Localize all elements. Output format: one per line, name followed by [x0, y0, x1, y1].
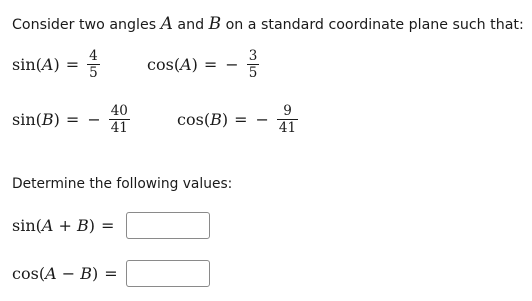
open-paren: (: [35, 55, 42, 74]
function-name: sin: [12, 55, 36, 74]
minus-sign: −: [87, 110, 101, 129]
denominator: 5: [248, 65, 258, 81]
function-name: sin: [12, 110, 36, 129]
open-paren: (: [173, 55, 181, 74]
close-paren: ): [191, 55, 198, 74]
function-name: cos: [12, 264, 39, 283]
equals-sign: =: [101, 216, 115, 235]
close-paren: ): [88, 216, 96, 235]
angle-b-symbol: B: [208, 14, 222, 34]
angle-a-symbol: A: [160, 14, 173, 34]
open-paren: (: [38, 264, 46, 283]
denominator: 41: [110, 120, 128, 136]
prompt-text: Determine the following values:: [12, 176, 233, 192]
minus-sign: −: [255, 110, 269, 129]
angle-expression: A + B: [41, 216, 89, 235]
intro-prefix: Consider two angles: [12, 17, 161, 33]
equals-sign: =: [104, 264, 118, 283]
given-cos-a: [147, 49, 259, 80]
numerator: 9: [283, 103, 292, 119]
given-sin-b: [12, 104, 130, 135]
fraction: [109, 104, 130, 135]
open-paren: (: [35, 216, 42, 235]
equals-sign: =: [65, 110, 80, 129]
fraction: [277, 104, 298, 135]
numerator: 3: [248, 48, 258, 64]
equals-sign: =: [203, 55, 218, 74]
open-paren: (: [35, 110, 42, 129]
given-cos-b: [177, 104, 298, 135]
minus-sign: −: [225, 55, 239, 74]
angle-variable: B: [41, 110, 54, 129]
question-sin-a-plus-b: [12, 216, 122, 235]
fraction: [247, 49, 260, 80]
denominator: 41: [278, 120, 297, 136]
equals-sign: =: [234, 110, 248, 129]
close-paren: ): [53, 110, 60, 129]
question-cos-a-minus-b: [12, 264, 126, 283]
angle-variable: A: [180, 55, 192, 74]
function-name: sin: [12, 216, 36, 235]
intro-conjunction: and: [172, 17, 209, 33]
fraction: [87, 49, 100, 80]
close-paren: ): [221, 110, 229, 129]
angle-expression: A − B: [45, 264, 92, 283]
given-sin-a: [12, 49, 100, 80]
close-paren: ): [91, 264, 99, 283]
angle-variable: B: [210, 110, 222, 129]
problem-intro: [12, 14, 524, 34]
intro-suffix: on a standard coordinate plane such that:: [221, 17, 524, 33]
equals-sign: =: [65, 55, 80, 74]
numerator: 4: [89, 48, 98, 64]
denominator: 5: [89, 65, 98, 81]
open-paren: (: [203, 110, 211, 129]
numerator: 40: [110, 103, 128, 119]
cos-a-minus-b-answer-field[interactable]: [126, 260, 210, 287]
sin-a-plus-b-answer-field[interactable]: [126, 212, 210, 239]
function-name: cos: [177, 110, 204, 129]
function-name: cos: [147, 55, 174, 74]
angle-variable: A: [41, 55, 54, 74]
close-paren: ): [53, 55, 60, 74]
